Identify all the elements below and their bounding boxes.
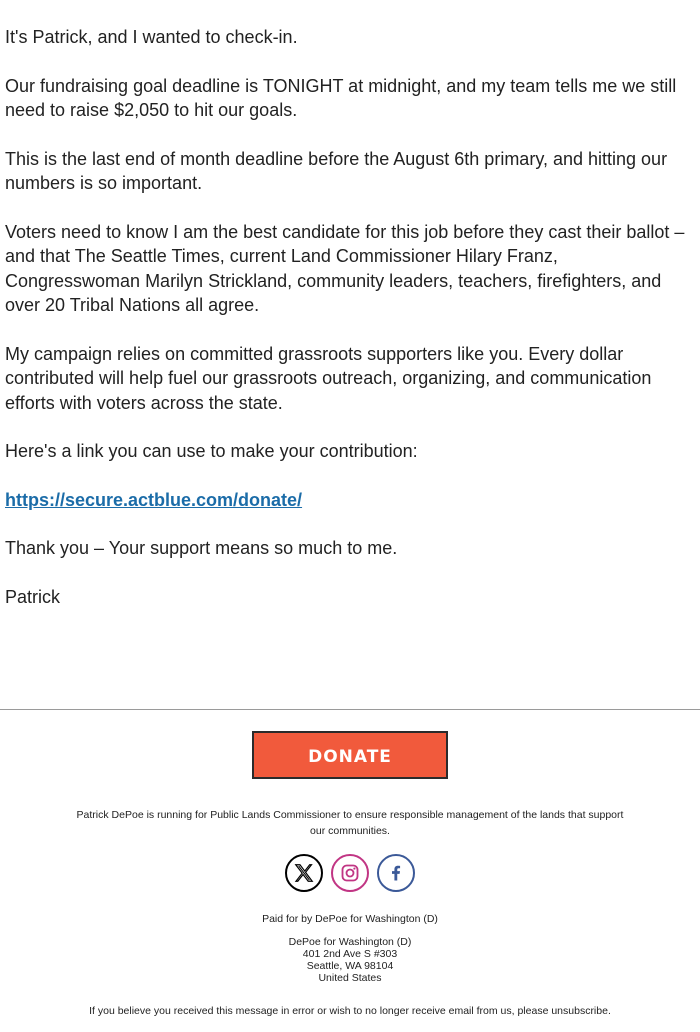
donate-link-paragraph — [5, 488, 693, 513]
address-city: Seattle, WA 98104 — [306, 960, 394, 972]
footer-divider — [0, 709, 700, 710]
address-country: United States — [318, 972, 382, 984]
paid-for-disclaimer: Paid for by DePoe for Washington (D) — [262, 913, 438, 925]
address-org: DePoe for Washington (D) — [288, 936, 412, 948]
thanks-text: Thank you – Your support means so much to me. — [5, 538, 398, 558]
body-paragraph: Voters need to know I am the best candidate for this job before they cast their ballot – and that The Seattle Times, current Land Commissioner Hilary Franz, Congresswoman Marilyn Strickland, community leaders, teachers, firefighters, and over 20 Tribal Nations all agree. — [5, 221, 685, 315]
email-footer — [0, 731, 700, 1018]
social-links — [0, 854, 700, 894]
instagram-icon[interactable] — [331, 854, 369, 892]
address-street: 401 2nd Ave S #303 — [302, 948, 398, 960]
signature-text: Patrick — [5, 586, 61, 607]
donate-button[interactable]: DONATE — [252, 731, 448, 779]
x-icon[interactable] — [285, 854, 323, 892]
email-body — [5, 25, 693, 633]
mission-statement: Patrick DePoe is running for Public Lands Commissioner to ensure responsible management of the lands that support our communities. — [76, 809, 624, 837]
facebook-icon[interactable] — [377, 854, 415, 892]
link-intro-text: Here's a link you can use to make your contribution: — [5, 441, 418, 461]
donate-link[interactable]: https://secure.actblue.com/donate/ — [5, 489, 303, 510]
unsubscribe-text[interactable]: If you believe you received this message in error or wish to no longer receive email from us, please unsubscribe. — [89, 1005, 611, 1017]
body-paragraph: Our fundraising goal deadline is TONIGHT at midnight, and my team tells me we still need to raise $2,050 to hit our goals. — [5, 75, 677, 120]
mailing-address — [0, 936, 700, 984]
greeting-text: It's Patrick, and I wanted to check-in. — [5, 27, 298, 47]
body-paragraph: My campaign relies on committed grassroots supporters like you. Every dollar contributed will help fuel our grassroots outreach, organizing, and communication efforts with voters across the state. — [5, 343, 652, 413]
body-paragraph: This is the last end of month deadline before the August 6th primary, and hitting our numbers is so important. — [5, 148, 668, 193]
